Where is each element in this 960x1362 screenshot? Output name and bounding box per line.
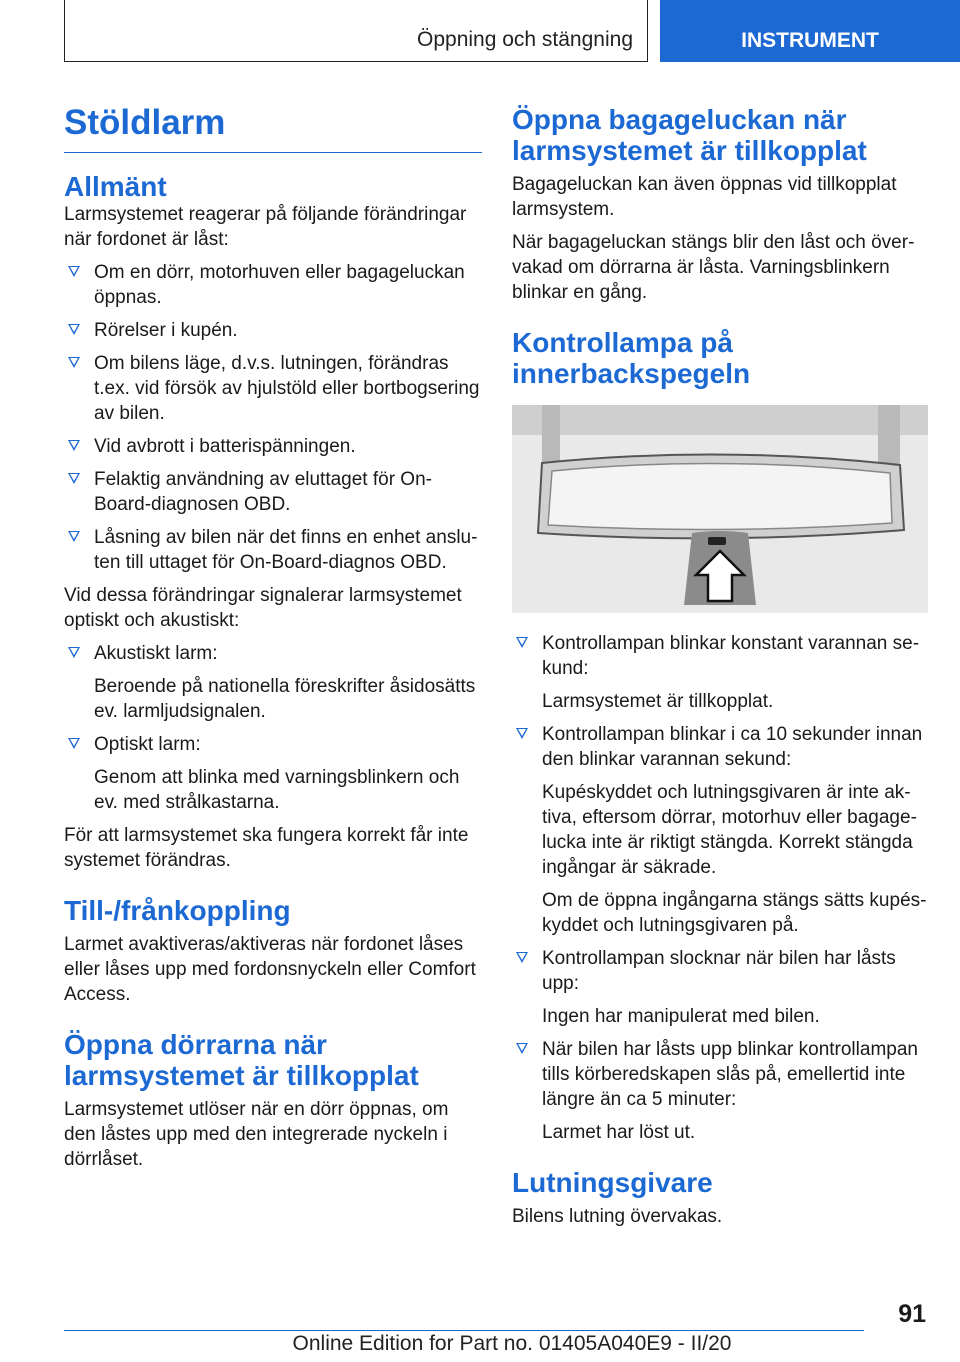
bullet-triangle-icon <box>68 647 80 658</box>
doors-text: Larmsystemet utlöser när en dörr öppnas, om den låstes upp med den integrerade nyckeln i dörrlåset. <box>64 1099 449 1170</box>
trunk-p2: När bagageluckan stängs blir den låst och övervakad om dörrarna är låsta. Varningsblinkern blinkar en gång. <box>512 232 915 303</box>
edition-text: Online Edition for Part no. 01405A040E9 - II/20 <box>292 1332 732 1355</box>
list-item: Optiskt larm: <box>64 732 482 757</box>
heading-general: Allmänt <box>64 171 167 202</box>
list-item: Akustiskt larm: <box>64 641 482 666</box>
bullet-triangle-icon <box>516 637 528 648</box>
list-item: Kontrollampan slocknar när bilen har låsts upp: <box>512 946 928 996</box>
list-item-detail: Larmsystemet är tillkopplat. <box>542 691 774 712</box>
header-section-box <box>64 0 648 62</box>
page-title: Stöldlarm <box>64 100 482 153</box>
footer-divider <box>64 1330 864 1331</box>
bullet-triangle-icon <box>68 473 80 484</box>
right-column <box>512 104 928 1237</box>
list-item: När bilen har låsts upp blinkar kontrollampan tills körberedskapen slås på, emellertid inte längre än ca 5 minuter: <box>512 1037 928 1112</box>
general-intro: Larmsystemet reagerar på följande förändringar när fordonet är låst: <box>64 204 467 250</box>
list-item-detail: Kupéskyddet och lutningsgivaren är inte aktiva, eftersom dörrar, motorhuv eller bagagelucka inte är riktigt stängda. Korrekt stängda ingångar är säkrade. <box>542 782 917 878</box>
list-item: Vid avbrott i batterispänningen. <box>64 434 482 459</box>
bullet-triangle-icon <box>68 266 80 277</box>
chapter-tab[interactable]: INSTRUMENT <box>660 0 960 62</box>
heading-toggle: Till-/frånkoppling <box>64 895 291 926</box>
list-item-detail: Om de öppna ingångarna stängs sätts kupéskyddet och lutningsgivaren på. <box>542 890 927 936</box>
list-item: Rörelser i kupén. <box>64 318 482 343</box>
bullet-triangle-icon <box>516 728 528 739</box>
toggle-text: Larmet avaktiveras/aktiveras när fordonet låses eller låses upp med fordonsnyckeln eller Comfort Access. <box>64 934 476 1005</box>
bullet-triangle-icon <box>68 440 80 451</box>
heading-lamp: Kontrollampa på innerbackspegeln <box>512 327 751 389</box>
rearview-mirror-illustration <box>512 405 928 613</box>
bullet-triangle-icon <box>68 738 80 749</box>
list-item: Felaktig användning av eluttaget för On-Board-diagnosen OBD. <box>64 467 482 517</box>
section-title: Öppning och stängning <box>417 28 633 51</box>
tilt-text: Bilens lutning övervakas. <box>512 1206 723 1227</box>
bullet-triangle-icon <box>516 952 528 963</box>
trunk-p1: Bagageluckan kan även öppnas vid tillkopplat larmsystem. <box>512 174 897 220</box>
bullet-triangle-icon <box>68 324 80 335</box>
heading-tilt: Lutningsgivare <box>512 1167 713 1198</box>
list-item-detail: Beroende på nationella föreskrifter åsidosätts ev. larmljudsignalen. <box>94 676 476 722</box>
signal-intro: Vid dessa förändringar signalerar larmsystemet optiskt och akustiskt: <box>64 585 462 631</box>
bullet-triangle-icon <box>68 531 80 542</box>
list-item-detail: Larmet har löst ut. <box>542 1122 696 1143</box>
list-item: Kontrollampan blinkar i ca 10 sekunder innan den blinkar varannan sekund: <box>512 722 928 772</box>
general-outro: För att larmsystemet ska fungera korrekt får inte systemet förändras. <box>64 825 469 871</box>
heading-doors: Öppna dörrarna när larmsystemet är tillkopplat <box>64 1029 419 1091</box>
bullet-triangle-icon <box>516 1043 528 1054</box>
page-number: 91 <box>898 1300 926 1328</box>
left-column <box>64 100 482 1180</box>
list-item: Om bilens läge, d.v.s. lutningen, förändras t.ex. vid försök av hjulstöld eller bortbogsering av bilen. <box>64 351 482 426</box>
list-item-detail: Ingen har manipulerat med bilen. <box>542 1006 820 1027</box>
list-item: Om en dörr, motorhuven eller bagageluckan öppnas. <box>64 260 482 310</box>
heading-trunk: Öppna bagageluckan när larmsystemet är tillkopplat <box>512 104 867 166</box>
list-item-detail: Genom att blinka med varningsblinkern och ev. med strålkastarna. <box>94 767 460 813</box>
bullet-triangle-icon <box>68 357 80 368</box>
list-item: Låsning av bilen när det finns en enhet ansluten till uttaget för On-Board-diagnos OBD. <box>64 525 482 575</box>
list-item: Kontrollampan blinkar konstant varannan sekund: <box>512 631 928 681</box>
footer-edition <box>64 1332 960 1356</box>
